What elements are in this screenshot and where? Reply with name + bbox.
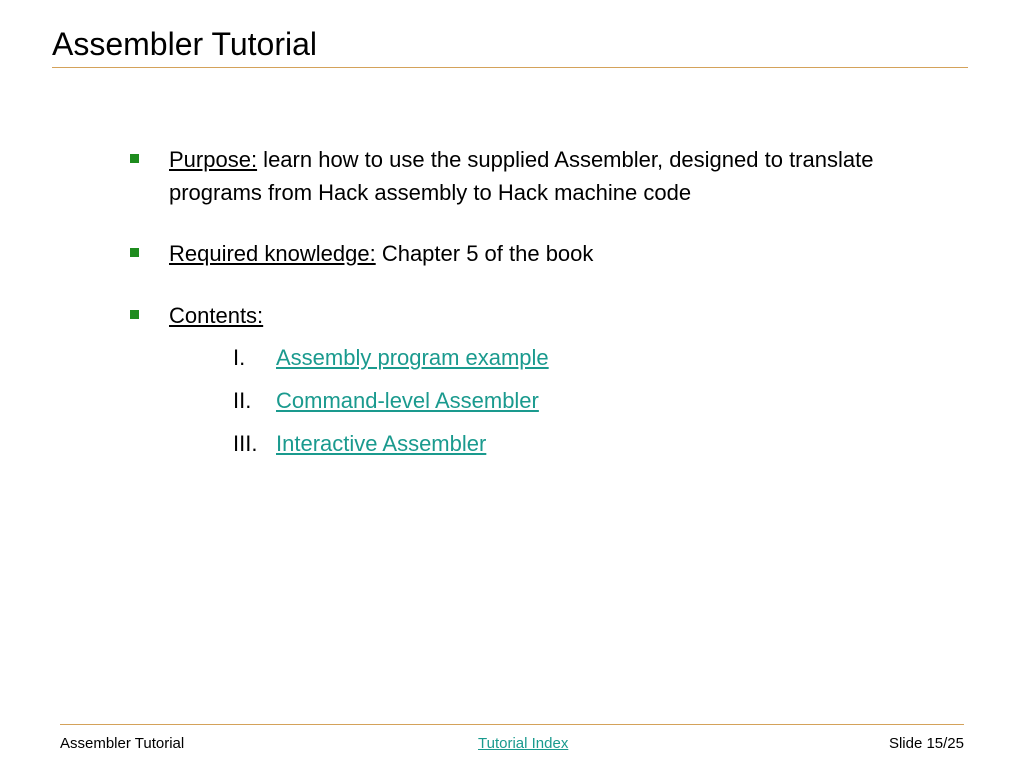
bullet-contents [130,299,920,332]
footer-divider [60,724,964,725]
required-knowledge-text: Chapter 5 of the book [375,241,594,266]
purpose-text: learn how to use the supplied Assembler, designed to translate programs from Hack assembly to Hack machine code [169,147,874,205]
contents-item [233,430,486,458]
tutorial-index-link[interactable]: Tutorial Index [478,735,569,752]
required-knowledge-label: Required knowledge: [169,241,376,266]
title-divider [52,67,968,68]
command-level-assembler-link[interactable]: Command-level Assembler [276,388,539,413]
bullet-required-knowledge-text [169,237,920,270]
purpose-label: Purpose: [169,147,258,172]
bullet-required-knowledge [130,237,920,270]
assembly-program-example-link[interactable]: Assembly program example [276,345,549,370]
contents-item-number: II. [233,388,252,413]
slide-number: Slide 15/25 [888,735,964,752]
interactive-assembler-link[interactable]: Interactive Assembler [276,431,487,456]
bullet-purpose [130,143,920,209]
bullet-purpose-text [169,143,920,209]
square-bullet-icon [130,248,139,257]
contents-item-number: I. [233,345,246,370]
contents-item [233,387,539,415]
square-bullet-icon [130,310,139,319]
contents-item [233,344,549,372]
footer-title: Assembler Tutorial [60,735,185,752]
slide-title: Assembler Tutorial [52,26,317,62]
bullet-contents-text [169,299,920,332]
contents-item-number: III. [233,431,258,456]
contents-label: Contents: [169,303,264,328]
square-bullet-icon [130,154,139,163]
